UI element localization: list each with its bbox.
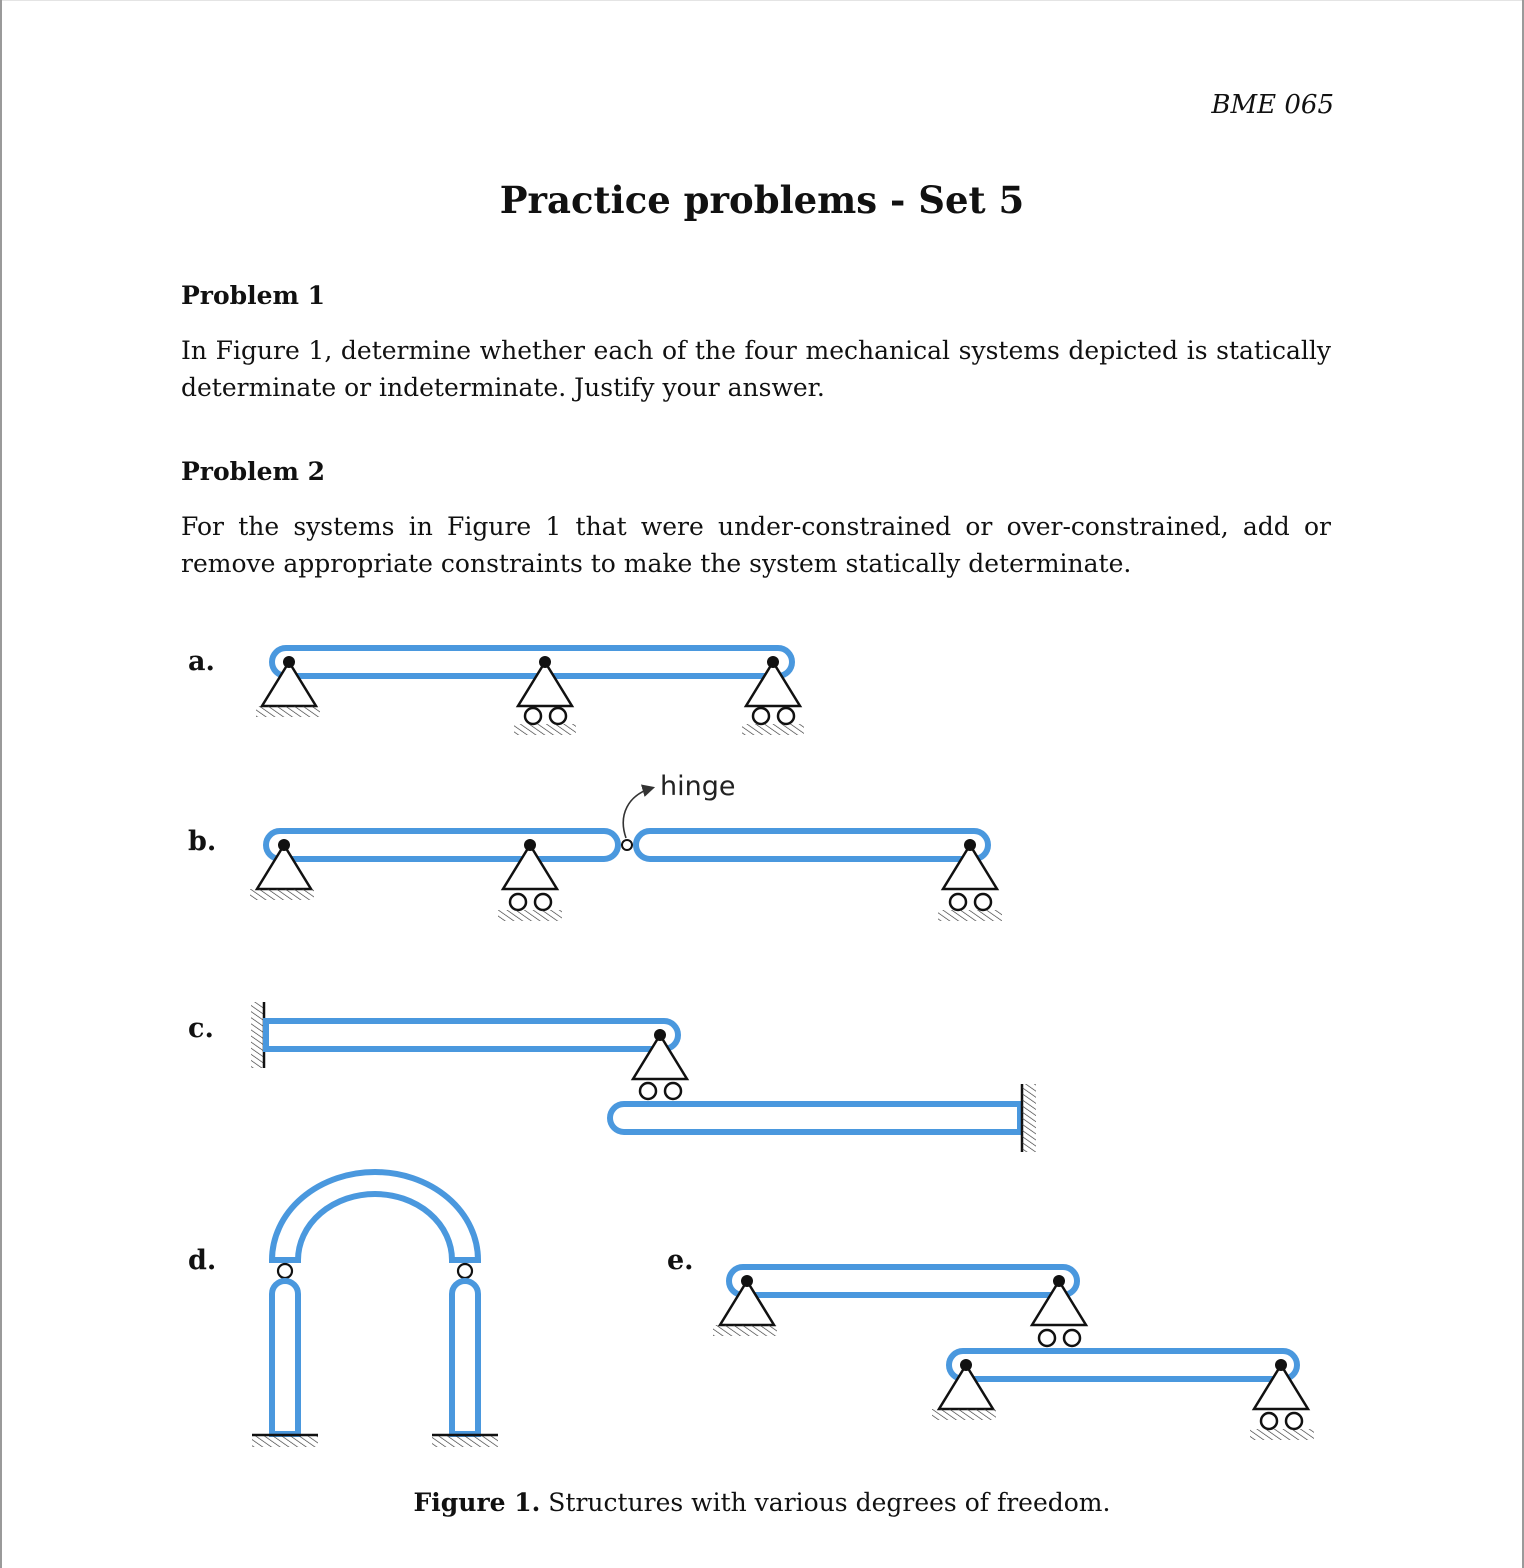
roller-support [1250,1359,1314,1440]
pin-support [256,656,320,717]
problem-2-text: For the systems in Figure 1 that were under-constrained or over-constrained, add or remove appropriate constraints to make the system statically determinate. [181,512,1331,578]
beam-e-upper [729,1267,1077,1295]
system-a [256,648,804,735]
pin-support [713,1275,777,1336]
system-d [252,1172,498,1447]
fixed-wall-support [251,1002,264,1068]
roller-support [742,656,804,735]
beam-c-upper [266,1021,678,1049]
beam-c-lower [610,1104,1020,1132]
system-c [251,1002,1036,1152]
panel-label-d: d. [188,1245,217,1276]
beam-b-right [636,831,988,859]
roller-support [514,656,576,735]
roller-support [938,839,1002,921]
figure-caption-text: Structures with various degrees of freedom. [540,1488,1111,1517]
beam-b-left [266,831,618,859]
fixed-ground-support [252,1435,318,1447]
beam-a [272,648,792,676]
system-e [713,1267,1314,1440]
hinge-label: hinge [660,771,736,802]
fixed-wall-support [1022,1084,1036,1152]
problem-1-heading: Problem 1 [181,281,326,310]
roller-support [498,839,562,921]
course-code: BME 065 [1211,90,1334,120]
system-b [250,771,1002,921]
panel-label-e: e. [667,1245,694,1276]
figure-caption-label: Figure 1. [413,1488,541,1517]
panel-label-c: c. [188,1013,214,1044]
pin-support [250,839,314,900]
hinge-joint [278,1264,292,1278]
column-right [452,1281,478,1434]
beam-e-lower [949,1351,1297,1379]
hinge-joint [458,1264,472,1278]
panel-label-b: b. [188,826,217,857]
column-left [272,1281,298,1434]
problem-2-heading: Problem 2 [181,457,326,486]
fixed-ground-support [432,1435,498,1447]
panel-label-a: a. [188,646,215,677]
page-title: Practice problems - Set 5 [499,178,1025,222]
figure-caption [0,1488,1524,1517]
hinge-joint [622,840,632,850]
arch-beam [272,1172,478,1260]
pin-support [932,1359,996,1420]
problem-1-text: In Figure 1, determine whether each of the four mechanical systems depicted is statically determinate or indeterminate. Justify your answer. [181,336,1331,402]
